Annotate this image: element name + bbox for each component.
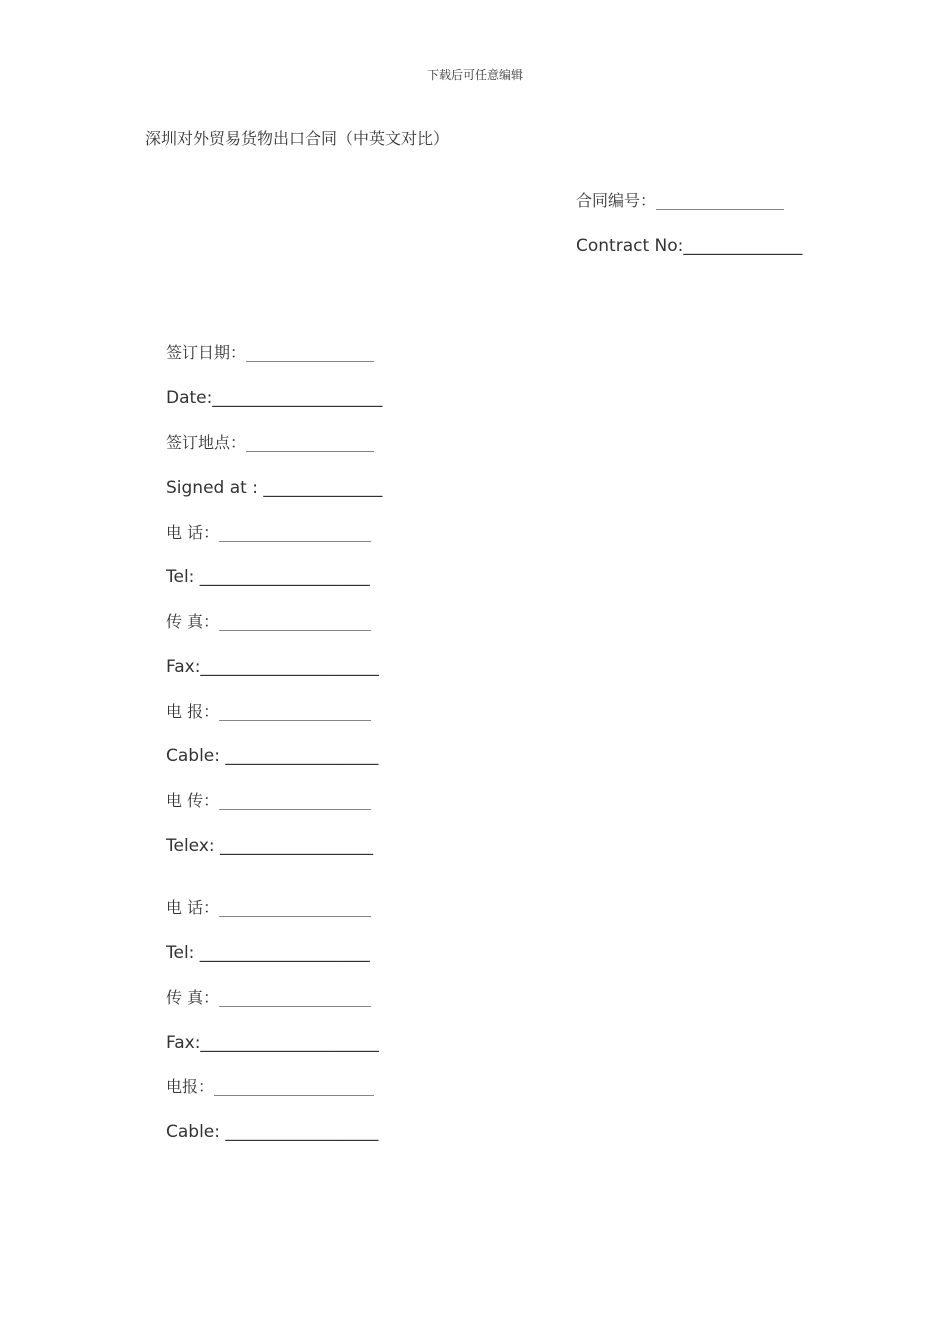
contract-number-en: Contract No:______________ bbox=[576, 236, 803, 256]
field-tel-2-cn: 电 话：___________________ bbox=[166, 898, 372, 917]
field-cable-2-cn: 电报：____________________ bbox=[166, 1077, 375, 1096]
field-cable-cn: 电 报：___________________ bbox=[166, 702, 372, 721]
field-signing-place-en: Signed at : ______________ bbox=[166, 478, 383, 498]
document-title: 深圳对外贸易货物出口合同（中英文对比） bbox=[145, 129, 450, 148]
field-fax-2-cn: 传 真：___________________ bbox=[166, 988, 372, 1007]
field-fax-2-en: Fax:_____________________ bbox=[166, 1033, 379, 1053]
field-tel-2-en: Tel: ____________________ bbox=[166, 943, 370, 963]
field-fax-en: Fax:_____________________ bbox=[166, 657, 379, 677]
field-tel-en: Tel: ____________________ bbox=[166, 567, 370, 587]
field-signing-date-cn: 签订日期：________________ bbox=[166, 343, 375, 362]
field-signing-date-en: Date:____________________ bbox=[166, 388, 383, 408]
field-telex-cn: 电 传：___________________ bbox=[166, 791, 372, 810]
field-signing-place-cn: 签订地点：________________ bbox=[166, 433, 375, 452]
field-telex-en: Telex: __________________ bbox=[166, 836, 374, 856]
field-cable-en: Cable: __________________ bbox=[166, 746, 379, 766]
header-note: 下载后可任意编辑 bbox=[426, 68, 523, 82]
field-fax-cn: 传 真：___________________ bbox=[166, 612, 372, 631]
field-tel-cn: 电 话：___________________ bbox=[166, 523, 372, 542]
contract-number-cn: 合同编号：________________ bbox=[576, 191, 785, 210]
field-cable-2-en: Cable: __________________ bbox=[166, 1122, 379, 1142]
